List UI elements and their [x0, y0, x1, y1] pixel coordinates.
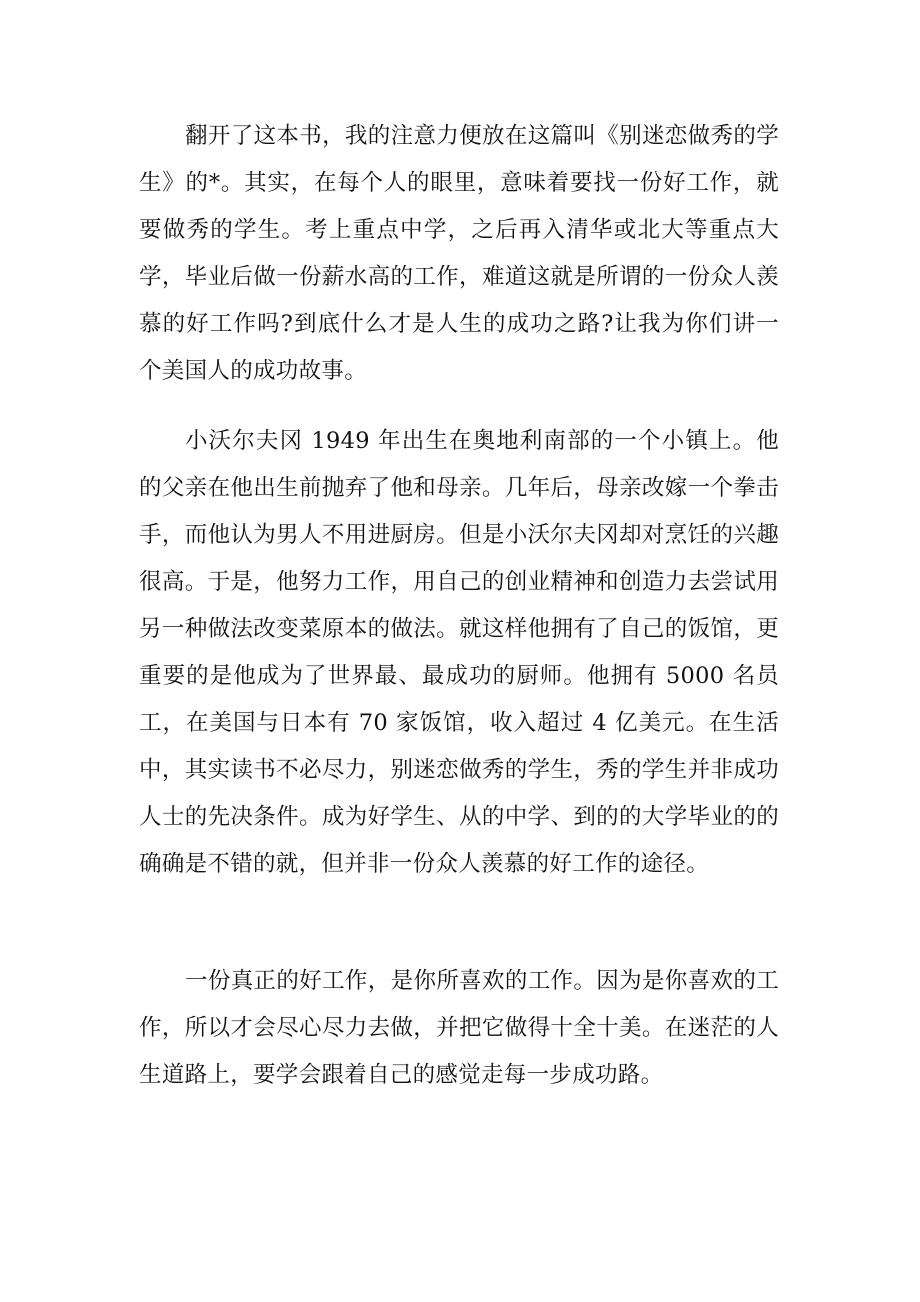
- paragraph-story: 小沃尔夫冈 1949 年出生在奥地利南部的一个小镇上。他的父亲在他出生前抛弃了他和母亲。几年后，母亲改嫁一个拳击手，而他认为男人不用进厨房。但是小沃尔夫冈却对烹饪的兴趣很高。于是，他努力工作，用自己的创业精神和创造力去尝试用另一种做法改变菜原本的做法。就这样他拥有了自己的饭馆，更重要的是他成为了世界最、最成功的厨师。他拥有 5000 名员工，在美国与日本有 70 家饭馆，收入超过 4 亿美元。在生活中，其实读书不必尽力，别迷恋做秀的学生，秀的学生并非成功人士的先决条件。成为好学生、从的中学、到的的大学毕业的的确确是不错的就，但并非一份众人羡慕的好工作的途径。: [139, 428, 779, 877]
- paragraph-intro: 翻开了这本书，我的注意力便放在这篇叫《别迷恋做秀的学生》的*。其实，在每个人的眼里，意味着要找一份好工作，就要做秀的学生。考上重点中学，之后再入清华或北大等重点大学，毕业后做一份薪水高的工作，难道这就是所谓的一份众人羡慕的好工作吗?到底什么才是人生的成功之路?让我为你们讲一个美国人的成功故事。: [139, 123, 779, 384]
- document-page: [139, 113, 779, 1099]
- paragraph-conclusion: 一份真正的好工作，是你所喜欢的工作。因为是你喜欢的工作，所以才会尽心尽力去做，并把它做得十全十美。在迷茫的人生道路上，要学会跟着自己的感觉走每一步成功路。: [139, 968, 779, 1088]
